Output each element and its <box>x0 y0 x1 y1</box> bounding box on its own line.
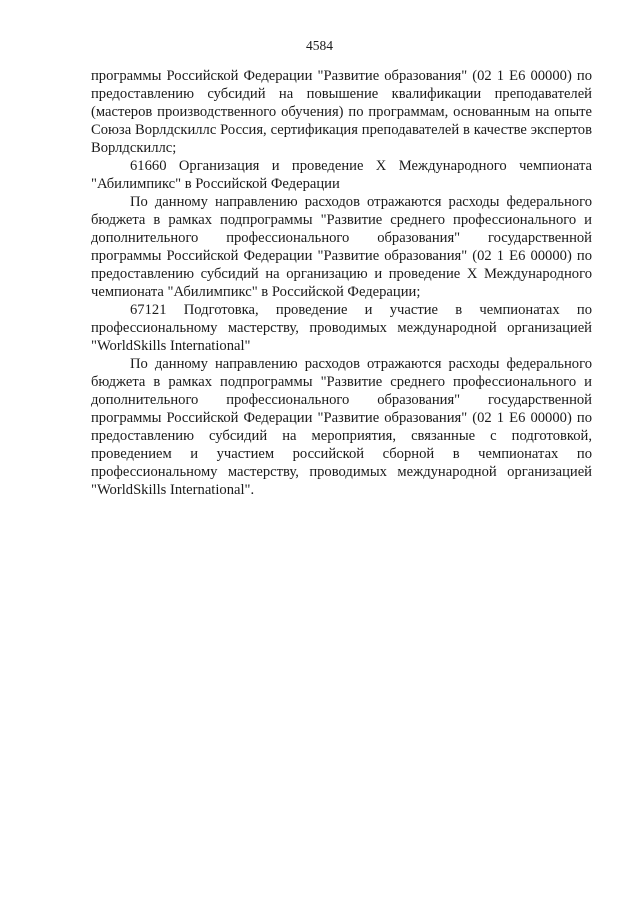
page-number: 4584 <box>306 38 333 53</box>
paragraph-heading-61660: 61660 Организация и проведение X Международного чемпионата "Абилимпикс" в Российской Федерации <box>91 158 592 192</box>
paragraph-continuation: программы Российской Федерации "Развитие образования" (02 1 Е6 00000) по предоставлению субсидий на повышение квалификации преподавателей (мастеров производственного обучения) по программам, основанным на опыте Союза Ворлдскиллс Россия, сертификация преподавателей в качестве экспертов Ворлдскиллс; <box>91 68 592 156</box>
paragraph-heading-67121: 67121 Подготовка, проведение и участие в чемпионатах по профессиональному мастерству, проводимых международной организацией "WorldSkills International" <box>91 302 592 354</box>
paragraph-description-61660: По данному направлению расходов отражаются расходы федерального бюджета в рамках подпрограммы "Развитие среднего профессионального и дополнительного профессионального образования" государственной программы Российской Федерации "Развитие образования" (02 1 Е6 00000) по предоставлению субсидий на организацию и проведение X Международного чемпионата "Абилимпикс" в Российской Федерации; <box>91 194 592 300</box>
paragraph-description-67121: По данному направлению расходов отражаются расходы федерального бюджета в рамках подпрограммы "Развитие среднего профессионального и дополнительного профессионального образования" государственной программы Российской Федерации "Развитие образования" (02 1 Е6 00000) по предоставлению субсидий на мероприятия, связанные с подготовкой, проведением и участием российской сборной в чемпионатах по профессиональному мастерству, проводимых международной организацией "WorldSkills International". <box>91 356 592 498</box>
document-body <box>91 67 592 499</box>
